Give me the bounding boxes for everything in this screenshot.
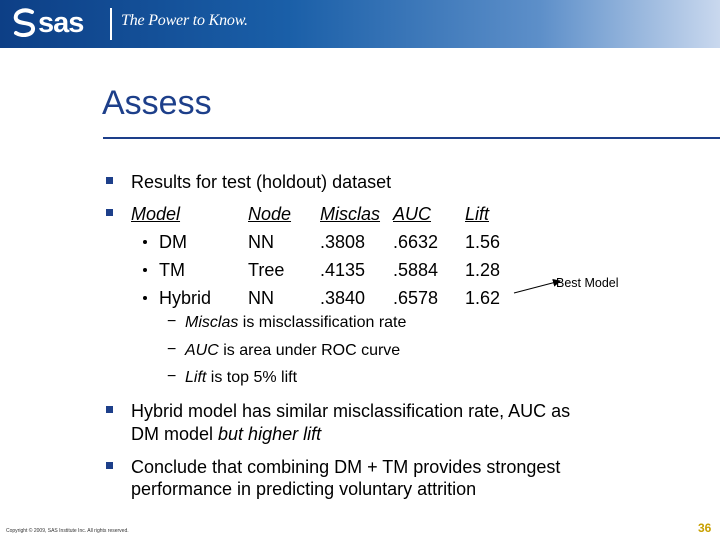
note-text: is top 5% lift [206,369,298,386]
note-dash: − [167,313,177,330]
row-tm-auc: .5884 [393,260,439,280]
row-hybrid-auc: .6578 [393,288,439,308]
row-tm-model: TM [159,260,185,280]
row-tm-lift: 1.28 [465,260,501,280]
note-term: Misclas [185,314,239,331]
col-header-node: Node [248,204,292,224]
row-dm-lift: 1.56 [465,232,501,252]
title-underline [103,137,720,139]
bullet-hybrid-line2 [131,424,321,445]
bullet-hybrid-emphasis: but higher lift [218,424,322,444]
note-term: Lift [185,369,207,386]
row-tm-misclas: .4135 [320,260,366,280]
row-bullet [143,240,147,244]
row-hybrid-model: Hybrid [159,288,212,308]
bullet-conclude-line1: Conclude that combining DM + TM provides strongest [131,457,561,477]
note-text: is area under ROC curve [218,342,401,359]
sas-swoosh-icon [10,8,40,38]
note-text: is misclassification rate [238,314,407,331]
slide-title: Assess [102,84,212,122]
bullet-marker [106,462,113,469]
col-header-auc: AUC [393,204,432,224]
copyright-notice: Copyright © 2009, SAS Institute Inc. All rights reserved. [6,528,129,534]
bullet-marker [106,209,113,216]
note-dash: − [167,368,177,385]
bullet-results: Results for test (holdout) dataset [131,172,392,192]
row-hybrid-lift: 1.62 [465,288,501,308]
row-dm-auc: .6632 [393,232,439,252]
bullet-conclude-line2: performance in predicting voluntary attrition [131,479,477,499]
row-hybrid-misclas: .3840 [320,288,366,308]
note-lift [185,369,297,387]
row-hybrid-node: NN [248,288,274,308]
col-header-model: Model [131,204,181,224]
bullet-marker [106,406,113,413]
note-auc [185,342,400,360]
row-bullet [143,268,147,272]
page-number: 36 [698,521,712,535]
logo-wordmark: sas [38,7,84,39]
row-dm-misclas: .3808 [320,232,366,252]
note-dash: − [167,341,177,358]
bullet-hybrid-text: DM model [131,424,219,444]
sas-logo [10,5,83,41]
header-banner [0,0,720,48]
best-model-label: Best Model [556,276,619,290]
note-misclas [185,314,406,332]
row-bullet [143,296,147,300]
note-term: AUC [185,342,219,359]
col-header-lift: Lift [465,204,490,224]
row-dm-model: DM [159,232,187,252]
row-dm-node: NN [248,232,274,252]
bullet-marker [106,177,113,184]
row-tm-node: Tree [248,260,285,280]
bullet-hybrid-line1: Hybrid model has similar misclassification rate, AUC as [131,401,571,421]
col-header-misclas: Misclas [320,204,381,224]
logo-divider [110,8,112,40]
tagline: The Power to Know. [121,12,248,29]
